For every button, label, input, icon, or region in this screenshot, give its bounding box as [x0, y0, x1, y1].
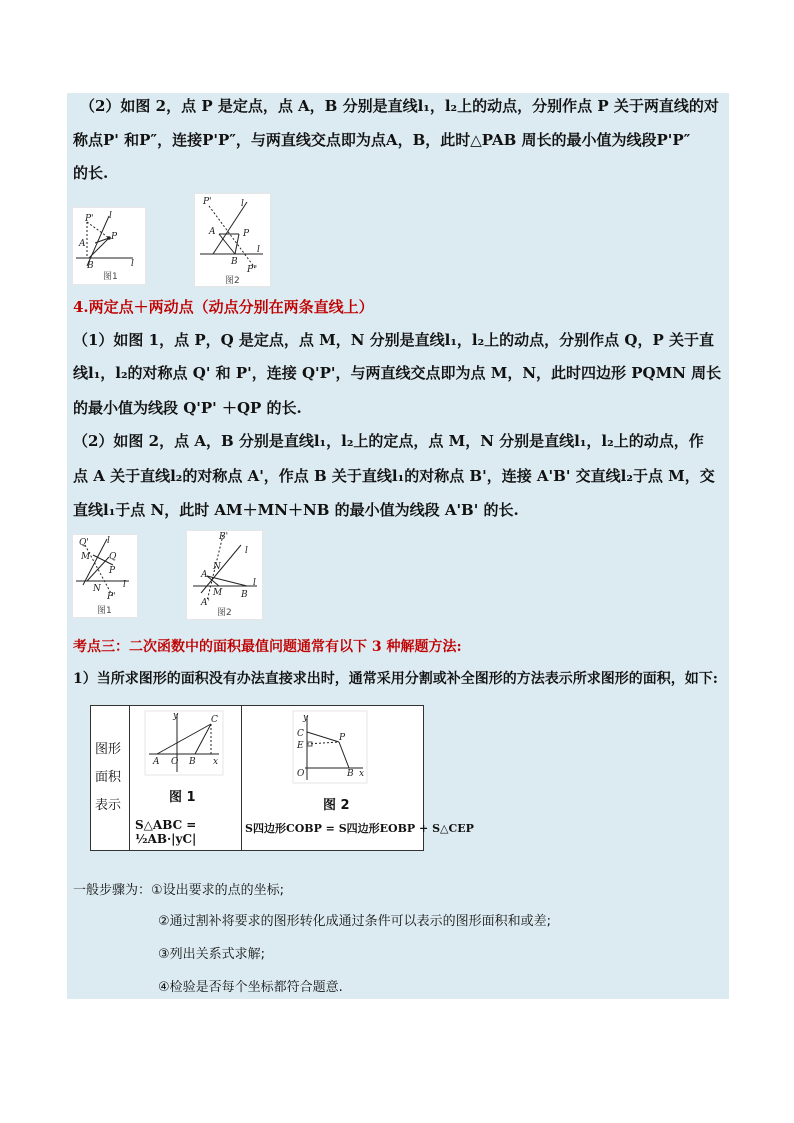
sym-figure-2-caption: 图2 [225, 276, 240, 286]
section4-p2-line3: 直线l₁于点 N，此时 AM＋MN＋NB 的最小值为线段 A'B' 的长. [73, 501, 519, 519]
svg-text:N: N [93, 584, 101, 594]
svg-text:P': P' [85, 214, 94, 224]
content-panel [67, 93, 729, 999]
section4-figure-2-drawing [187, 531, 262, 619]
section4-figure-1 [72, 534, 138, 618]
step-2: ②通过割补将要求的图形转化成通过条件可以表示的图形面积和或差; [158, 914, 552, 929]
svg-text:P': P' [203, 197, 212, 207]
svg-text:P: P [111, 232, 118, 242]
method1-text: 1）当所求图形的面积没有办法直接求出时，通常采用分割或补全图形的方法表示所求图形的面积，如下: [73, 671, 718, 687]
svg-text:l: l [241, 199, 244, 209]
svg-text:Q: Q [109, 552, 117, 562]
formula-1: S△ABC = ½AB·|yC| [135, 818, 197, 846]
svg-text:M: M [81, 552, 91, 562]
section4-p1-line1: （1）如图 1，点 P，Q 是定点，点 M，N 分别是直线l₁，l₂上的动点，分别作点 Q，P 关于直 [73, 331, 714, 349]
svg-text:y: y [173, 711, 179, 721]
svg-text:l: l [123, 580, 126, 590]
svg-text:N: N [213, 562, 221, 572]
svg-text:B: B [87, 261, 94, 271]
svg-text:B: B [241, 590, 248, 600]
section4-figure-2 [186, 530, 263, 620]
step-4: ④检验是否每个坐标都符合题意. [158, 980, 343, 995]
svg-text:l: l [257, 245, 260, 255]
svg-text:B: B [189, 757, 196, 767]
para2-line2: 称点P' 和P″，连接P'P″，与两直线交点即为点A，B，此时△PAB 周长的最小值为线段P'P″ [73, 131, 691, 149]
area-table [90, 705, 474, 851]
sym-figure-1 [72, 207, 146, 285]
section4-heading: 4.两定点＋两动点（动点分别在两条直线上） [73, 298, 374, 316]
svg-text:O: O [171, 757, 179, 767]
svg-text:l: l [245, 546, 248, 556]
section4-p1-line2: 线l₁，l₂的对称点 Q' 和 P'，连接 Q'P'，与两直线交点即为点 M，N，此时四边形 PQMN 周长 [73, 364, 722, 382]
table-fig2-cell [241, 706, 474, 850]
sym-figure-2-drawing [195, 194, 270, 286]
section4-p2-line1: （2）如图 2，点 A，B 分别是直线l₁，l₂上的定点，点 M，N 分别是直线l₁，l₂上的动点，作 [73, 432, 704, 450]
para2-line3: 的长. [73, 164, 109, 182]
section4-figure-1-drawing [73, 535, 137, 617]
svg-text:l: l [253, 578, 256, 588]
table-fig1-cell [129, 706, 242, 850]
svg-text:A: A [209, 227, 216, 237]
svg-text:B: B [231, 257, 238, 267]
svg-text:C: C [297, 729, 304, 739]
para2-line1: （2）如图 2，点 P 是定点，点 A，B 分别是直线l₁，l₂上的动点，分别作点 P 关于两直线的对 [80, 97, 719, 115]
svg-text:O: O [297, 769, 305, 779]
svg-text:M: M [213, 588, 223, 598]
svg-text:Q': Q' [79, 538, 89, 548]
svg-text:C: C [211, 715, 218, 725]
svg-text:x: x [213, 757, 219, 767]
row-label-cell [91, 706, 130, 850]
svg-text:l: l [131, 259, 134, 269]
svg-text:l: l [109, 211, 112, 221]
section4-figure-1-caption: 图1 [97, 606, 112, 616]
svg-text:B: B [347, 769, 354, 779]
svg-text:P: P [243, 229, 250, 239]
svg-text:P: P [109, 566, 116, 576]
formula-2: S四边形COBP = S四边形EOBP + S△CEP [245, 822, 474, 835]
svg-text:A: A [201, 570, 208, 580]
table-fig2-caption: 图 2 [323, 798, 350, 813]
svg-text:y: y [303, 713, 309, 723]
svg-text:E: E [297, 741, 304, 751]
kaodian3-heading: 考点三：二次函数中的面积最值问题通常有以下 3 种解题方法: [73, 639, 462, 655]
svg-text:P": P" [247, 265, 258, 275]
svg-text:B': B' [219, 532, 229, 542]
sym-figure-1-caption: 图1 [103, 272, 118, 282]
svg-text:P': P' [107, 592, 116, 602]
svg-text:A: A [153, 757, 160, 767]
svg-text:A': A' [201, 598, 210, 608]
svg-text:x: x [359, 769, 365, 779]
section4-figure-2-caption: 图2 [217, 608, 232, 618]
table-fig1-caption: 图 1 [169, 790, 196, 805]
row-label: 图形面积表示 [95, 742, 122, 813]
step-3: ③列出关系式求解; [158, 947, 266, 962]
svg-text:P: P [339, 733, 346, 743]
svg-text:A: A [79, 239, 86, 249]
sym-figure-2 [194, 193, 271, 287]
svg-text:l: l [107, 536, 110, 546]
section4-p1-line3: 的最小值为线段 Q'P' ＋QP 的长. [73, 399, 302, 417]
sym-figure-1-drawing [73, 208, 145, 284]
steps-intro: 一般步骤为：①设出要求的点的坐标; [73, 883, 285, 898]
section4-p2-line2: 点 A 关于直线l₂的对称点 A'，作点 B 关于直线l₁的对称点 B'，连接 A'B' 交直线l₂于点 M，交 [73, 467, 715, 485]
